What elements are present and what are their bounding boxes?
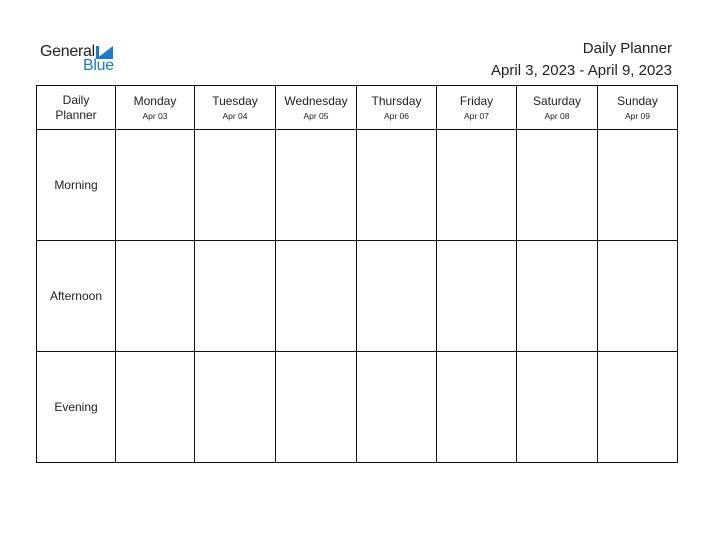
cell-morning-thursday[interactable] bbox=[357, 130, 437, 241]
logo-text-blue: Blue bbox=[83, 57, 114, 74]
slot-label-afternoon: Afternoon bbox=[37, 241, 116, 352]
planner-table bbox=[36, 85, 678, 463]
title-block bbox=[491, 40, 672, 82]
row-morning bbox=[37, 130, 678, 241]
day-name: Saturday bbox=[532, 93, 582, 108]
day-date: Apr 06 bbox=[383, 110, 410, 121]
day-date: Apr 09 bbox=[624, 110, 651, 121]
day-header-friday bbox=[437, 86, 517, 130]
corner-line2: Planner bbox=[55, 107, 97, 122]
day-header-saturday bbox=[517, 86, 598, 130]
cell-afternoon-friday[interactable] bbox=[437, 241, 517, 352]
generalblue-logo bbox=[40, 43, 120, 75]
cell-evening-wednesday[interactable] bbox=[276, 352, 357, 463]
day-date: Apr 04 bbox=[222, 110, 248, 121]
cell-afternoon-tuesday[interactable] bbox=[195, 241, 276, 352]
cell-evening-thursday[interactable] bbox=[357, 352, 437, 463]
day-header-tuesday bbox=[195, 86, 276, 130]
cell-morning-monday[interactable] bbox=[116, 130, 195, 241]
cell-afternoon-thursday[interactable] bbox=[357, 241, 437, 352]
day-date: Apr 07 bbox=[463, 110, 490, 121]
cell-morning-wednesday[interactable] bbox=[276, 130, 357, 241]
logo-text-general: General bbox=[40, 43, 95, 60]
cell-evening-friday[interactable] bbox=[437, 352, 517, 463]
cell-evening-monday[interactable] bbox=[116, 352, 195, 463]
cell-evening-tuesday[interactable] bbox=[195, 352, 276, 463]
corner-header bbox=[37, 86, 116, 130]
day-header-monday bbox=[116, 86, 195, 130]
day-name: Thursday bbox=[371, 93, 422, 108]
cell-morning-saturday[interactable] bbox=[517, 130, 598, 241]
day-date: Apr 05 bbox=[303, 110, 329, 121]
cell-afternoon-monday[interactable] bbox=[116, 241, 195, 352]
day-date: Apr 03 bbox=[142, 110, 168, 121]
day-name: Monday bbox=[133, 93, 177, 108]
date-range: April 3, 2023 - April 9, 2023 bbox=[491, 62, 672, 79]
cell-evening-sunday[interactable] bbox=[598, 352, 678, 463]
corner-line1: Daily bbox=[62, 92, 90, 107]
day-date: Apr 08 bbox=[544, 110, 570, 121]
day-name: Friday bbox=[459, 93, 494, 108]
row-evening bbox=[37, 352, 678, 463]
cell-afternoon-sunday[interactable] bbox=[598, 241, 678, 352]
cell-afternoon-saturday[interactable] bbox=[517, 241, 598, 352]
cell-morning-friday[interactable] bbox=[437, 130, 517, 241]
cell-afternoon-wednesday[interactable] bbox=[276, 241, 357, 352]
day-name: Sunday bbox=[617, 93, 658, 108]
row-afternoon bbox=[37, 241, 678, 352]
cell-evening-saturday[interactable] bbox=[517, 352, 598, 463]
cell-morning-tuesday[interactable] bbox=[195, 130, 276, 241]
day-header-sunday bbox=[598, 86, 678, 130]
cell-morning-sunday[interactable] bbox=[598, 130, 678, 241]
day-name: Tuesday bbox=[212, 93, 258, 108]
day-header-thursday bbox=[357, 86, 437, 130]
day-header-wednesday bbox=[276, 86, 357, 130]
day-name: Wednesday bbox=[284, 93, 348, 108]
header-row bbox=[37, 86, 678, 130]
slot-label-evening: Evening bbox=[37, 352, 116, 463]
slot-label-morning: Morning bbox=[37, 130, 116, 241]
page-title: Daily Planner bbox=[582, 40, 672, 57]
